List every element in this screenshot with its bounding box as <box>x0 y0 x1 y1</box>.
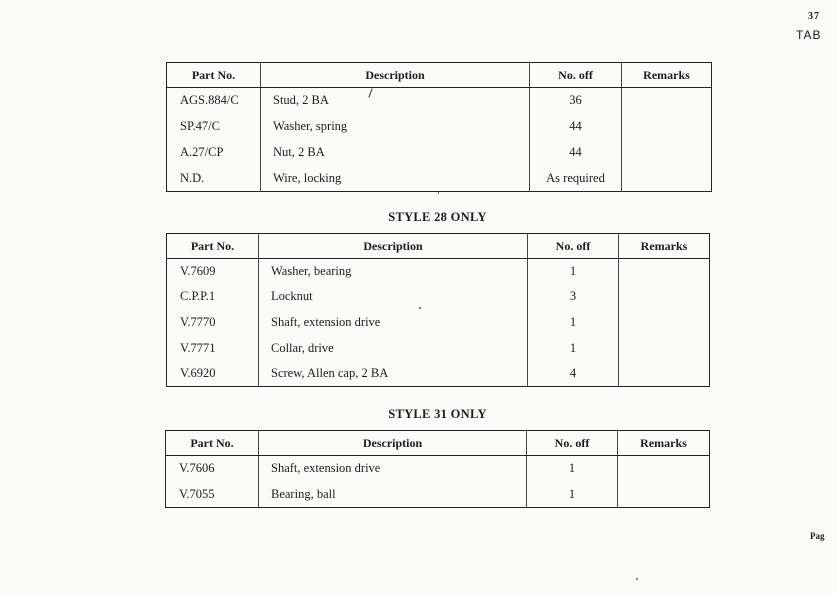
part-number: V.7055 <box>166 482 259 508</box>
remarks <box>622 166 712 192</box>
table-row <box>166 482 710 508</box>
parts-table-general <box>166 62 712 192</box>
page-number: 37 <box>808 11 820 22</box>
description: Stud, 2 BA <box>261 88 530 114</box>
remarks <box>619 335 710 361</box>
column-header-part-no: Part No. <box>167 234 259 259</box>
column-header-part-no: Part No. <box>166 431 259 456</box>
description: Washer, spring <box>261 114 530 140</box>
table-row <box>167 166 712 192</box>
remarks <box>618 456 710 482</box>
table-header-row <box>167 234 710 259</box>
table-row <box>167 310 710 336</box>
column-header-no-off: No. off <box>528 234 619 259</box>
part-number: N.D. <box>167 166 261 192</box>
quantity: 44 <box>530 114 622 140</box>
part-number: V.7771 <box>167 335 259 361</box>
part-number: AGS.884/C <box>167 88 261 114</box>
part-number: C.P.P.1 <box>167 284 259 310</box>
remarks <box>619 259 710 285</box>
table-row <box>167 335 710 361</box>
quantity: 1 <box>528 259 619 285</box>
parts-table-style-28 <box>166 233 710 387</box>
column-header-description: Description <box>259 234 528 259</box>
table-row <box>166 456 710 482</box>
column-header-remarks: Remarks <box>622 63 712 88</box>
description: Screw, Allen cap, 2 BA <box>259 361 528 387</box>
table-row <box>167 361 710 387</box>
description: Locknut <box>259 284 528 310</box>
column-header-remarks: Remarks <box>618 431 710 456</box>
scan-speck <box>636 578 638 580</box>
remarks <box>619 310 710 336</box>
part-number: SP.47/C <box>167 114 261 140</box>
page-label: Pag <box>810 531 825 541</box>
part-number: V.6920 <box>167 361 259 387</box>
table-row <box>167 114 712 140</box>
column-header-description: Description <box>261 63 530 88</box>
quantity: 44 <box>530 140 622 166</box>
remarks <box>618 482 710 508</box>
quantity: 1 <box>527 456 618 482</box>
table-header-row <box>167 63 712 88</box>
description: Bearing, ball <box>259 482 527 508</box>
column-header-description: Description <box>259 431 527 456</box>
quantity: As required <box>530 166 622 192</box>
description: Collar, drive <box>259 335 528 361</box>
quantity: 1 <box>528 335 619 361</box>
column-header-part-no: Part No. <box>167 63 261 88</box>
remarks <box>622 114 712 140</box>
column-header-remarks: Remarks <box>619 234 710 259</box>
quantity: 1 <box>528 310 619 336</box>
part-number: V.7609 <box>167 259 259 285</box>
column-header-no-off: No. off <box>530 63 622 88</box>
quantity: 3 <box>528 284 619 310</box>
part-number: A.27/CP <box>167 140 261 166</box>
description: Nut, 2 BA <box>261 140 530 166</box>
quantity: 4 <box>528 361 619 387</box>
part-number: V.7606 <box>166 456 259 482</box>
scan-speck <box>438 192 439 194</box>
section-heading-style-31: STYLE 31 ONLY <box>388 407 487 421</box>
parts-table-style-31 <box>165 430 710 508</box>
table-row <box>167 88 712 114</box>
description: Shaft, extension drive <box>259 456 527 482</box>
remarks <box>619 284 710 310</box>
description: Washer, bearing <box>259 259 528 285</box>
table-row <box>167 259 710 285</box>
table-header-row <box>166 431 710 456</box>
tab-label: TAB <box>796 28 822 42</box>
table-row <box>167 284 710 310</box>
table-row <box>167 140 712 166</box>
part-number: V.7770 <box>167 310 259 336</box>
description: Shaft, extension drive <box>259 310 528 336</box>
remarks <box>622 88 712 114</box>
description: Wire, locking <box>261 166 530 192</box>
column-header-no-off: No. off <box>527 431 618 456</box>
remarks <box>622 140 712 166</box>
quantity: 1 <box>527 482 618 508</box>
section-heading-style-28: STYLE 28 ONLY <box>388 210 487 224</box>
quantity: 36 <box>530 88 622 114</box>
remarks <box>619 361 710 387</box>
